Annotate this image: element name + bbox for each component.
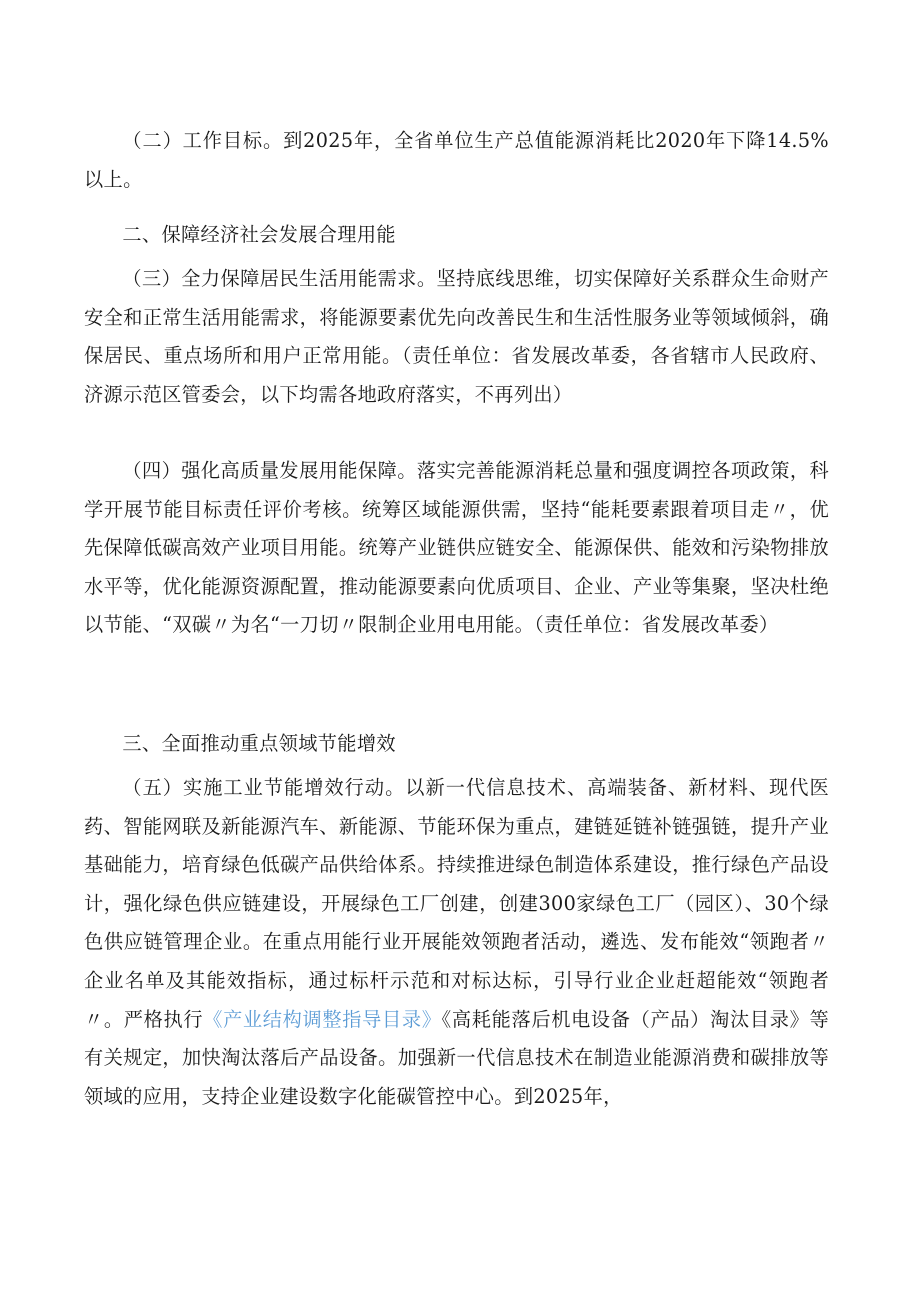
section-heading-2: 二、保障经济社会发展合理用能 — [122, 223, 396, 246]
paragraph-5-text-a: （五）实施工业节能增效行动。以新一代信息技术、高端装备、新材料、现代医药、智能网联及新能源汽车、新能源、节能环保为重点，建链延链补链强链，提升产业基础能力，培育绿色低碳产品供给体系。持续推进绿色制造体系建设，推行绿色产品设计，强化绿色供应链建设，开展绿色工厂创建，创建300家绿色工厂（园区）、30个绿色供应链管理企业。在重点用能行业开展能效领跑者活动，遴选、发布能效“领跑者〃企业名单及其能效指标，通过标杆示范和对标达标，引导行业企业赶超能效“领跑者〃。严格执行 — [84, 776, 829, 1031]
paragraph-work-target: （二）工作目标。到2025年，全省单位生产总值能源消耗比2020年下降14.5%以上。 — [84, 129, 829, 191]
paragraph-3: （三）全力保障居民生活用能需求。坚持底线思维，切实保障好关系群众生命财产安全和正常生活用能需求，将能源要素优先向改善民生和生活性服务业等领域倾斜，确保居民、重点场所和用户正常用能。（责任单位：省发展改革委，各省辖市人民政府、济源示范区管委会，以下均需各地政府落实，不再列出） — [84, 267, 829, 406]
paragraph-5 — [84, 769, 829, 1116]
section-heading-3: 三、全面推动重点领域节能增效 — [122, 732, 396, 755]
paragraph-4: （四）强化高质量发展用能保障。落实完善能源消耗总量和强度调控各项政策，科学开展节能目标责任评价考核。统筹区域能源供需，坚持“能耗要素跟着项目走〃，优先保障低碳高效产业项目用能。统筹产业链供应链安全、能源保供、能效和污染物排放水平等，优化能源资源配置，推动能源要素向优质项目、企业、产业等集聚，坚决杜绝以节能、“双碳〃为名“一刀切〃限制企业用电用能。（责任单位：省发展改革委） — [84, 459, 829, 637]
catalog-link[interactable]: 《产业结构调整指导目录》 — [203, 1007, 442, 1031]
paragraph-5-text-b: 《高耗能落后机电设备（产品）淘汰目录》等有关规定，加快淘汰落后产品设备。加强新一代信息技术在制造业能源消费和碳排放等领域的应用，支持企业建设数字化能碳管控中心。到2025年， — [84, 1007, 830, 1108]
